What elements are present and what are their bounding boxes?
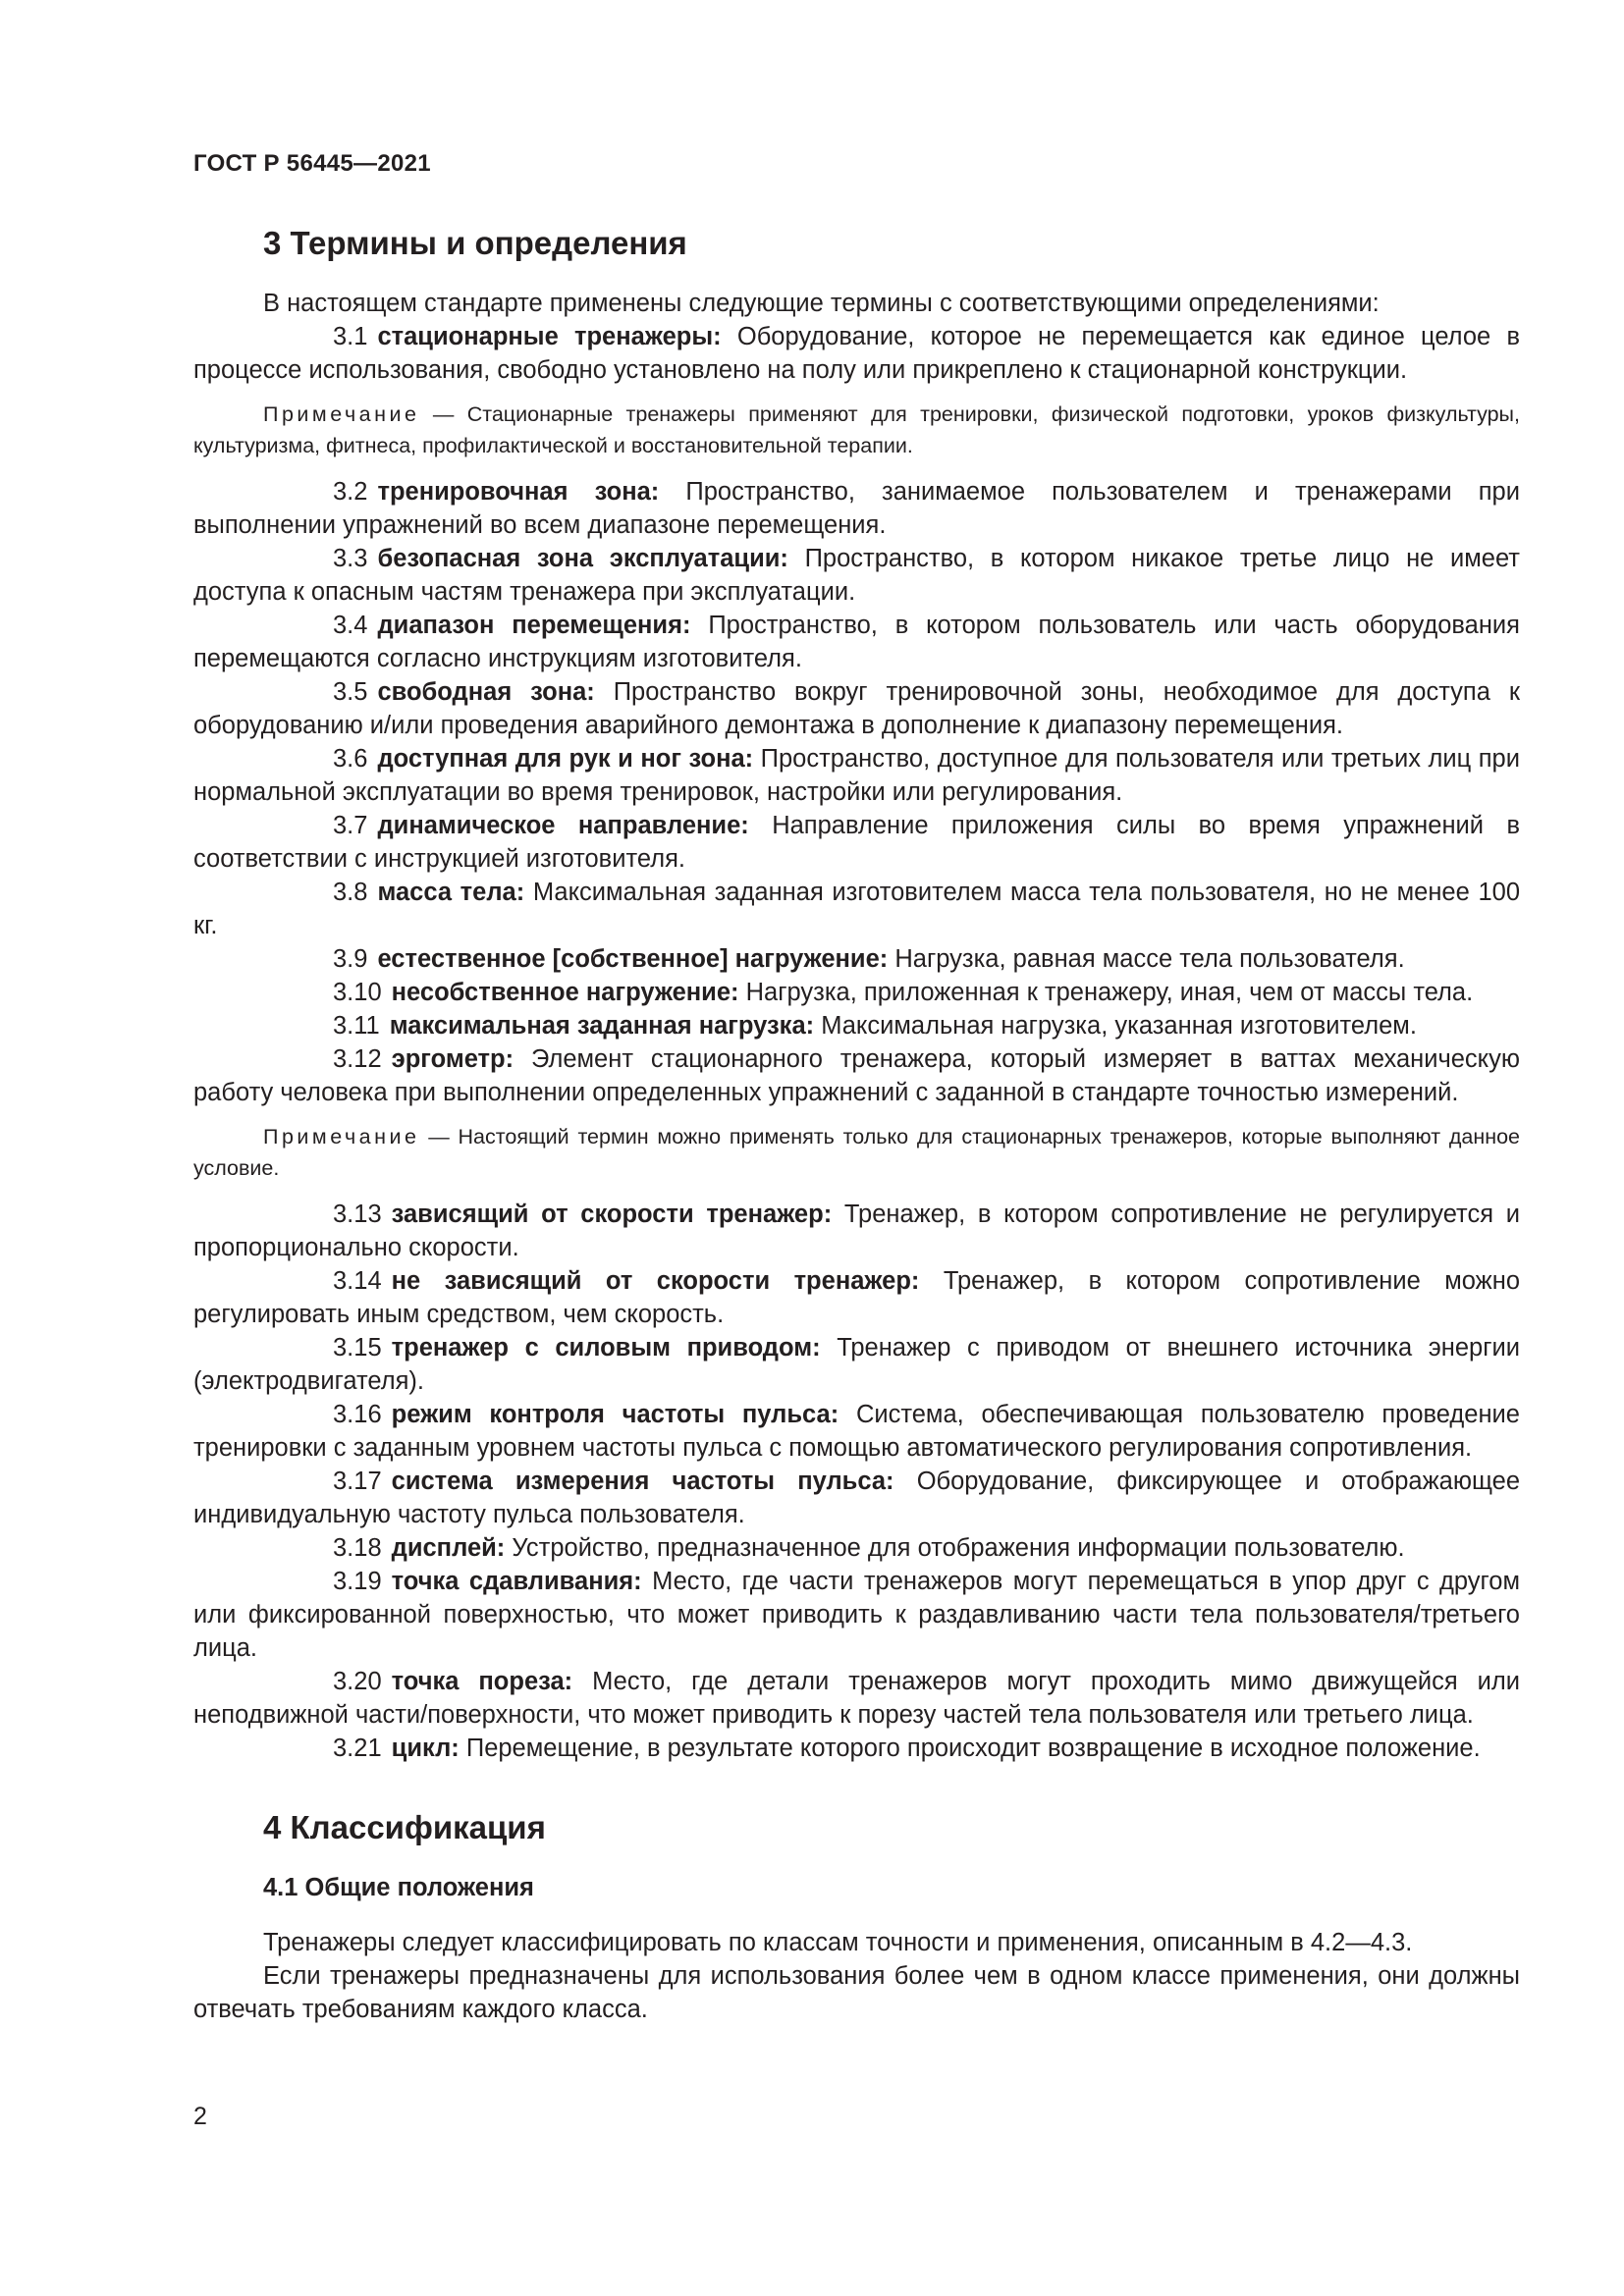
- note: [193, 1121, 1520, 1184]
- term-name: стационарные тренажеры:: [377, 323, 722, 350]
- term-definition: Пространство, доступное для пользователя или третьих лиц при нормальной эксплуатации во время тренировок, настройки или регулирования.: [193, 745, 1520, 806]
- term-name: максимальная заданная нагрузка:: [389, 1012, 815, 1040]
- term-number: 3.8: [333, 879, 368, 906]
- term-name: свободная зона:: [377, 678, 595, 706]
- term-number: 3.20: [333, 1668, 382, 1695]
- term-name: тренажер с силовым приводом:: [391, 1334, 821, 1362]
- term-definition: Система, обеспечивающая пользователю проведение тренировки с заданным уровнем частоты пульса с помощью автоматического регулирования сопротивления.: [193, 1401, 1520, 1462]
- term-definition: Нагрузка, равная массе тела пользователя.: [894, 945, 1405, 973]
- term-name: система измерения частоты пульса:: [391, 1468, 894, 1495]
- term-number: 3.6: [333, 745, 368, 773]
- term-number: 3.15: [333, 1334, 382, 1362]
- term-definition: Оборудование, которое не перемещается как единое целое в процессе использования, свободно установлено на полу или прикреплено к стационарной конструкции.: [193, 323, 1520, 384]
- term-name: дисплей:: [391, 1534, 506, 1562]
- term-definition: Направление приложения силы во время упражнений в соответствии с инструкцией изготовителя.: [193, 812, 1520, 873]
- term-entry: [193, 809, 1520, 876]
- term-name: точка сдавливания:: [391, 1568, 642, 1595]
- term-entry: [193, 1565, 1520, 1665]
- term-entry: [193, 609, 1520, 675]
- term-name: естественное [собственное] нагружение:: [377, 945, 889, 973]
- term-entry: [193, 1531, 1520, 1565]
- term-name: режим контроля частоты пульса:: [391, 1401, 839, 1428]
- term-name: безопасная зона эксплуатации:: [377, 545, 788, 572]
- term-name: динамическое направление:: [377, 812, 749, 839]
- term-definition: Максимальная нагрузка, указанная изготовителем.: [821, 1012, 1417, 1040]
- section-3-heading: 3 Термины и определения: [263, 225, 687, 261]
- term-number: 3.19: [333, 1568, 382, 1595]
- term-number: 3.21: [333, 1735, 382, 1762]
- term-definition: Элемент стационарного тренажера, который измеряет в ваттах механическую работу человека при выполнении определенных упражнений с заданной в стандарте точностью измерений.: [193, 1045, 1520, 1106]
- term-definition: Максимальная заданная изготовителем масса тела пользователя, но не менее 100 кг.: [193, 879, 1520, 939]
- term-number: 3.10: [333, 979, 382, 1006]
- term-definition: Устройство, предназначенное для отображения информации пользователю.: [512, 1534, 1405, 1562]
- term-definition: Пространство вокруг тренировочной зоны, необходимое для доступа к оборудованию и/или проведения аварийного демонтажа в дополнение к диапазону перемещения.: [193, 678, 1520, 739]
- term-name: не зависящий от скорости тренажер:: [391, 1267, 920, 1295]
- term-entry: [193, 475, 1520, 542]
- term-number: 3.3: [333, 545, 368, 572]
- term-definition: Нагрузка, приложенная к тренажеру, иная, чем от массы тела.: [745, 979, 1474, 1006]
- term-definition: Тренажер с приводом от внешнего источника энергии (электродвигателя).: [193, 1334, 1520, 1395]
- term-name: эргометр:: [391, 1045, 514, 1073]
- note-label: Примечание: [263, 402, 420, 426]
- term-entry: [193, 1465, 1520, 1531]
- document-header: ГОСТ Р 56445—2021: [193, 150, 431, 177]
- note: [193, 399, 1520, 461]
- term-definition: Место, где части тренажеров могут перемещаться в упор друг с другом или фиксированной поверхностью, что может приводить к раздавливанию части тела пользователя/третьего лица.: [193, 1568, 1520, 1662]
- term-entry: [193, 1042, 1520, 1109]
- term-entry: [193, 542, 1520, 609]
- term-definition: Пространство, занимаемое пользователем и тренажерами при выполнении упражнений во всем диапазоне перемещения.: [193, 478, 1520, 539]
- term-entry: [193, 742, 1520, 809]
- term-name: доступная для рук и ног зона:: [377, 745, 754, 773]
- term-number: 3.17: [333, 1468, 382, 1495]
- term-number: 3.11: [333, 1012, 380, 1040]
- note-text: — Стационарные тренажеры применяют для тренировки, физической подготовки, уроков физкультуры, культуризма, фитнеса, профилактической и восстановительной терапии.: [193, 402, 1520, 457]
- term-name: цикл:: [391, 1735, 460, 1762]
- term-number: 3.16: [333, 1401, 382, 1428]
- term-definition: Тренажер, в котором сопротивление можно регулировать иным средством, чем скорость.: [193, 1267, 1520, 1328]
- term-definition: Место, где детали тренажеров могут проходить мимо движущейся или неподвижной части/поверхности, что может приводить к порезу частей тела пользователя или третьего лица.: [193, 1668, 1521, 1729]
- term-definition: Пространство, в котором никакое третье лицо не имеет доступа к опасным частям тренажера при эксплуатации.: [193, 545, 1520, 606]
- term-number: 3.9: [333, 945, 368, 973]
- term-entry: [193, 320, 1520, 387]
- page-content: [193, 224, 1520, 2026]
- term-definition: Пространство, в котором пользователь или часть оборудования перемещаются согласно инструкциям изготовителя.: [193, 612, 1520, 672]
- term-name: диапазон перемещения:: [377, 612, 691, 639]
- term-definition: Тренажер, в котором сопротивление не регулируется и пропорционально скорости.: [193, 1201, 1520, 1261]
- section-4-paragraph: Тренажеры следует классифицировать по классам точности и применения, описанным в 4.2—4.3.: [263, 1929, 1413, 1956]
- term-number: 3.7: [333, 812, 368, 839]
- term-definition: Оборудование, фиксирующее и отображающее индивидуальную частоту пульса пользователя.: [193, 1468, 1521, 1528]
- term-name: точка пореза:: [391, 1668, 573, 1695]
- term-entry: [193, 942, 1520, 976]
- term-name: тренировочная зона:: [377, 478, 660, 506]
- section-4-paragraph: Если тренажеры предназначены для использования более чем в одном классе применения, они должны отвечать требованиям каждого класса.: [193, 1962, 1520, 2023]
- term-number: 3.2: [333, 478, 368, 506]
- term-name: зависящий от скорости тренажер:: [391, 1201, 833, 1228]
- term-entry: [193, 1398, 1520, 1465]
- term-definition: Перемещение, в результате которого происходит возвращение в исходное положение.: [465, 1735, 1481, 1762]
- section-3-intro: В настоящем стандарте применены следующие термины с соответствующими определениями:: [263, 290, 1380, 317]
- term-entry: [193, 1009, 1520, 1042]
- term-number: 3.5: [333, 678, 368, 706]
- term-number: 3.12: [333, 1045, 382, 1073]
- term-entry: [193, 1665, 1520, 1732]
- page-number: 2: [193, 2103, 207, 2130]
- term-number: 3.1: [333, 323, 368, 350]
- term-number: 3.18: [333, 1534, 382, 1562]
- term-entry: [193, 1264, 1520, 1331]
- term-name: масса тела:: [377, 879, 525, 906]
- term-entry: [193, 1198, 1520, 1264]
- term-number: 3.13: [333, 1201, 382, 1228]
- term-entry: [193, 976, 1520, 1009]
- note-label: Примечание: [263, 1125, 420, 1148]
- note-text: — Настоящий термин можно применять только для стационарных тренажеров, которые выполняют данное условие.: [193, 1125, 1520, 1180]
- term-entry: [193, 876, 1520, 942]
- term-number: 3.4: [333, 612, 368, 639]
- term-name: несобственное нагружение:: [391, 979, 739, 1006]
- term-number: 3.14: [333, 1267, 382, 1295]
- term-entry: [193, 1331, 1520, 1398]
- section-4-heading: 4 Классификация: [263, 1809, 546, 1845]
- subsection-4-1-heading: 4.1 Общие положения: [263, 1874, 534, 1901]
- term-entry: [193, 675, 1520, 742]
- term-entry: [193, 1732, 1520, 1765]
